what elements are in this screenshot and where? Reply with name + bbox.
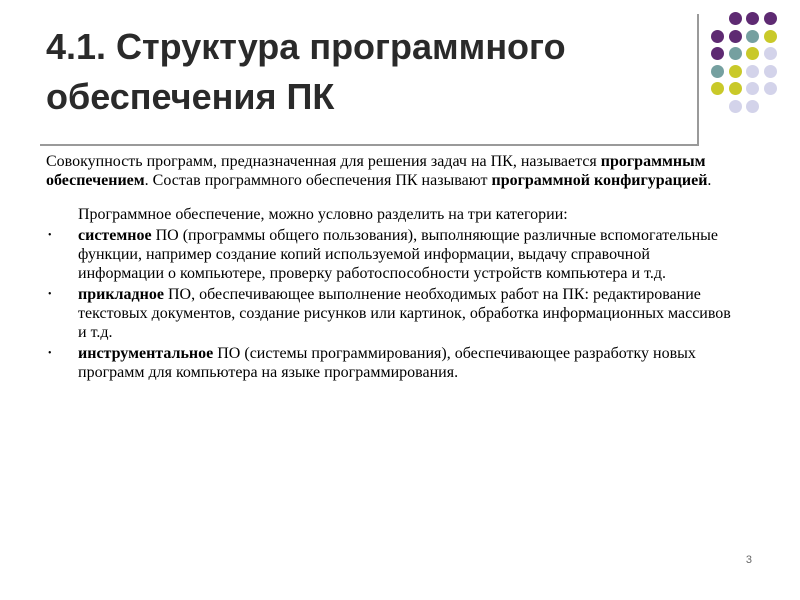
decorative-dot [729,100,742,113]
decorative-dot [764,47,777,60]
decorative-dot [746,65,759,78]
decorative-dot [729,65,742,78]
vertical-divider [697,14,699,146]
term-software: программным обеспечением [46,153,706,189]
slide-title [46,22,666,122]
decorative-dot [764,82,777,95]
decorative-dot [764,65,777,78]
decorative-dot [711,65,724,78]
decorative-dot [711,30,724,43]
slide-title-line-1: 4.1. Структура программного [46,26,566,67]
list-item-system-software: • системное ПО (программы общего пользования), выполняющие различные вспомогательные функции, например создание копий используемой информации, выдачу справочной информации о компьютере, проверку работоспособности устройств компьютера и т.д. [48,227,719,282]
categories-lead: Программное обеспечение, можно условно разделить на три категории: [78,206,568,223]
list-item-tool-software: • инструментальное ПО (системы программирования), обеспечивающее разработку новых программ для компьютера на языке программирования. [48,345,696,381]
decorative-dot [746,12,759,25]
decorative-dot [729,47,742,60]
bullet-icon: • [48,348,52,359]
decorative-dot [764,30,777,43]
decorative-dot [729,12,742,25]
decorative-dot [746,47,759,60]
list-item-application-software: • прикладное ПО, обеспечивающее выполнение необходимых работ на ПК: редактирование текстовых документов, создание рисунков или картинок, обработка информационных массивов и т.д. [48,286,731,341]
decorative-dot [746,82,759,95]
page-number: 3 [745,554,752,566]
categories-list [46,226,736,382]
decorative-dot [764,12,777,25]
bullet-icon: • [48,230,52,241]
decorative-dot [746,100,759,113]
decorative-dot [746,30,759,43]
decorative-dot [711,82,724,95]
intro-paragraph: Совокупность программ, предназначенная для решения задач на ПК, называется программным обеспечением. Состав программного обеспечения ПК называют программной конфигурацией. [46,153,712,189]
slide-title-line-2: обеспечения ПК [46,76,335,117]
term-configuration: программной конфигурацией [491,172,708,189]
bullet-icon: • [48,289,52,300]
horizontal-divider [40,144,699,146]
slide-body [46,152,736,382]
decorative-dot [729,30,742,43]
decorative-dot [711,47,724,60]
decorative-dot [729,82,742,95]
